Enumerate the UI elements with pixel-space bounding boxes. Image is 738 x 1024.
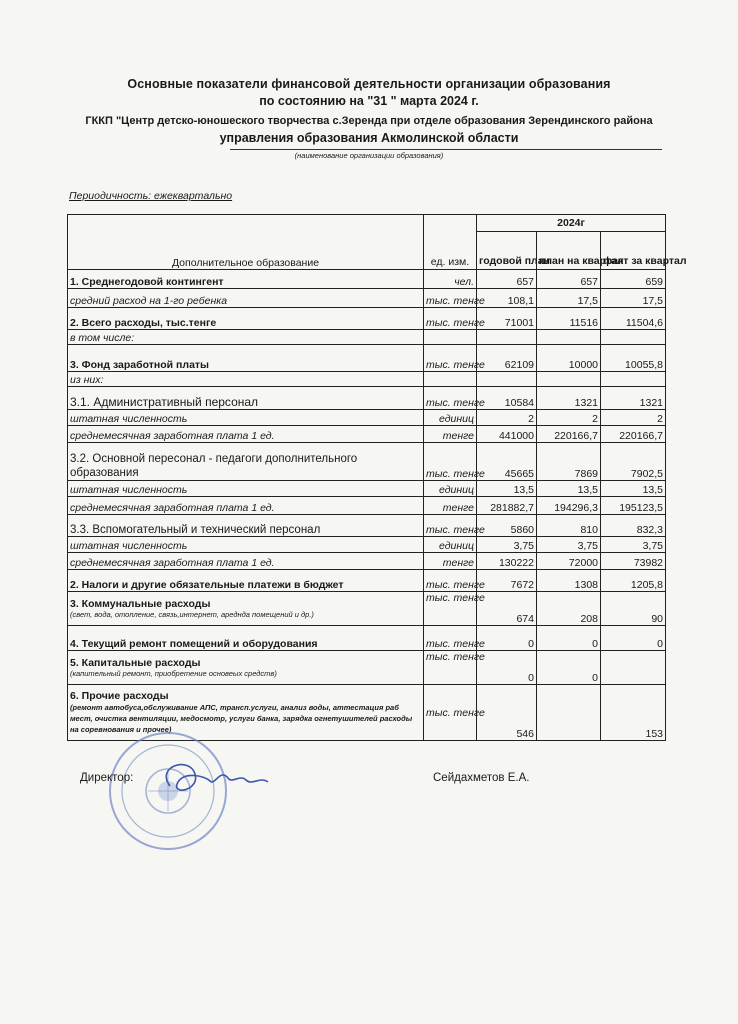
cell-plan-quarter: 7869 bbox=[537, 443, 601, 481]
cell-plan-quarter: 17,5 bbox=[537, 289, 601, 308]
cell-plan-year: 441000 bbox=[477, 426, 537, 443]
organization-department: управления образования Акмолинской области bbox=[219, 131, 519, 145]
row-unit: тыс. тенге bbox=[424, 626, 477, 651]
cell-fact-quarter: 10055,8 bbox=[601, 345, 666, 372]
row-label: 1. Среднегодовой контингент bbox=[68, 270, 424, 289]
row-label: 4. Текущий ремонт помещений и оборудования bbox=[68, 626, 424, 651]
row-unit: тыс. тенге bbox=[424, 651, 477, 685]
row-unit: тыс. тенге bbox=[424, 592, 477, 626]
row-label: средний расход на 1-го ребенка bbox=[68, 289, 424, 308]
table-row bbox=[68, 426, 666, 443]
row-label: 2. Всего расходы, тыс.тенге bbox=[68, 308, 424, 330]
organization-caption: (наименование организации образования) bbox=[294, 151, 444, 160]
cell-plan-year: 45665 bbox=[477, 443, 537, 481]
cell-plan-quarter: 220166,7 bbox=[537, 426, 601, 443]
row-label: штатная численность bbox=[68, 410, 424, 426]
cell-plan-quarter: 657 bbox=[537, 270, 601, 289]
row-label bbox=[68, 592, 424, 626]
cell-plan-year: 3,75 bbox=[477, 537, 537, 553]
table-row bbox=[68, 570, 666, 592]
row-label: 3.2. Основной пересонал - педагоги дополнительного образования bbox=[68, 443, 424, 481]
cell-plan-year: 546 bbox=[477, 685, 537, 741]
table-row bbox=[68, 270, 666, 289]
cell-fact-quarter: 17,5 bbox=[601, 289, 666, 308]
cell-fact-quarter: 832,3 bbox=[601, 515, 666, 537]
financial-indicators-table bbox=[67, 214, 687, 741]
cell-plan-quarter: 3,75 bbox=[537, 537, 601, 553]
periodicity-label: Периодичность: ежеквартально bbox=[69, 190, 233, 202]
row-unit: тыс. тенге bbox=[424, 443, 477, 481]
row-label: штатная численность bbox=[68, 537, 424, 553]
cell-fact-quarter bbox=[601, 651, 666, 685]
table-row bbox=[68, 345, 666, 372]
cell-plan-quarter: 194296,3 bbox=[537, 497, 601, 515]
row-note: (ремонт автобуса,обслуживание АПС, трансп.услуги, анализ воды, аттестация раб мест, очистка вентиляции, медосмотр, услуги банка, зарядка огнетушителей расходы на соревнования и прочее) bbox=[70, 703, 413, 734]
table-row bbox=[68, 651, 666, 685]
cell-plan-quarter bbox=[537, 685, 601, 741]
cell-plan-year: 13,5 bbox=[477, 481, 537, 497]
row-unit: единиц bbox=[424, 410, 477, 426]
cell-plan-quarter: 1308 bbox=[537, 570, 601, 592]
table-row bbox=[68, 497, 666, 515]
cell-fact-quarter: 13,5 bbox=[601, 481, 666, 497]
cell-fact-quarter: 2 bbox=[601, 410, 666, 426]
organization-name: ГККП "Центр детско-юношеского творчества с.Зерендa при отделе образования Зерендинского района bbox=[85, 115, 653, 127]
cell-fact-quarter: 220166,7 bbox=[601, 426, 666, 443]
row-label: из них: bbox=[68, 372, 424, 387]
row-unit: тыс. тенге bbox=[424, 308, 477, 330]
cell-plan-year: 674 bbox=[477, 592, 537, 626]
row-unit: тыс. тенге bbox=[424, 570, 477, 592]
row-title: 5. Капитальные расходы bbox=[70, 656, 201, 669]
org-name-underline bbox=[230, 149, 662, 150]
cell-plan-year: 108,1 bbox=[477, 289, 537, 308]
cell-fact-quarter: 0 bbox=[601, 626, 666, 651]
cell-plan-quarter: 1321 bbox=[537, 387, 601, 410]
row-label bbox=[68, 651, 424, 685]
row-unit: единиц bbox=[424, 481, 477, 497]
header-plan-quarter: план на квартал bbox=[537, 232, 601, 270]
header-year: 2024г bbox=[477, 215, 666, 232]
row-label: в том числе: bbox=[68, 330, 424, 345]
table-row bbox=[68, 626, 666, 651]
table-row bbox=[68, 553, 666, 570]
cell-fact-quarter: 1205,8 bbox=[601, 570, 666, 592]
director-label: Директор: bbox=[80, 772, 134, 784]
cell-plan-year: 71001 bbox=[477, 308, 537, 330]
table-row bbox=[68, 330, 666, 345]
row-unit: тенге bbox=[424, 553, 477, 570]
table-row bbox=[68, 372, 666, 387]
cell-plan-quarter: 2 bbox=[537, 410, 601, 426]
table-row bbox=[68, 410, 666, 426]
table-row bbox=[68, 592, 666, 626]
cell-plan-quarter: 0 bbox=[537, 626, 601, 651]
cell-plan-year: 657 bbox=[477, 270, 537, 289]
cell-fact-quarter: 659 bbox=[601, 270, 666, 289]
row-unit: тыс. тенге bbox=[424, 345, 477, 372]
cell-plan-year: 0 bbox=[477, 626, 537, 651]
header-name: Дополнительное образование bbox=[68, 215, 424, 270]
cell-fact-quarter: 195123,5 bbox=[601, 497, 666, 515]
cell-plan-quarter: 0 bbox=[537, 651, 601, 685]
row-label: среднемесячная заработная плата 1 ед. bbox=[68, 426, 424, 443]
row-label: 3.1. Административный персонал bbox=[68, 387, 424, 410]
director-name: Сейдахметов Е.А. bbox=[433, 772, 530, 784]
row-label: 2. Налоги и другие обязательные платежи в бюджет bbox=[68, 570, 424, 592]
cell-plan-year: 10584 bbox=[477, 387, 537, 410]
cell-plan-year: 7672 bbox=[477, 570, 537, 592]
row-unit: тенге bbox=[424, 497, 477, 515]
cell-fact-quarter: 153 bbox=[601, 685, 666, 741]
cell-plan-quarter: 208 bbox=[537, 592, 601, 626]
cell-plan-year: 2 bbox=[477, 410, 537, 426]
row-note: (свет, вода, отопление, связь,интернет, аредндa помещений и др.) bbox=[70, 609, 314, 619]
row-unit: тыс. тенге bbox=[424, 685, 477, 741]
row-label: 3.3. Вспомогательный и технический персонал bbox=[68, 515, 424, 537]
header-fact-quarter: факт за квартал bbox=[601, 232, 666, 270]
cell-plan-quarter: 11516 bbox=[537, 308, 601, 330]
table-row bbox=[68, 481, 666, 497]
row-title: 6. Прочие расходы bbox=[70, 690, 169, 702]
row-label: штатная численность bbox=[68, 481, 424, 497]
row-unit: тыс. тенге bbox=[424, 387, 477, 410]
cell-plan-year: 281882,7 bbox=[477, 497, 537, 515]
row-unit: чел. bbox=[424, 270, 477, 289]
table-row bbox=[68, 387, 666, 410]
table-row bbox=[68, 537, 666, 553]
header-unit: ед. изм. bbox=[424, 215, 477, 270]
director-signature bbox=[150, 756, 280, 806]
row-label: среднемесячная заработная плата 1 ед. bbox=[68, 553, 424, 570]
row-label: среднемесячная заработная плата 1 ед. bbox=[68, 497, 424, 515]
cell-plan-year: 0 bbox=[477, 651, 537, 685]
cell-fact-quarter: 1321 bbox=[601, 387, 666, 410]
cell-plan-year: 130222 bbox=[477, 553, 537, 570]
row-unit: тыс. тенге bbox=[424, 515, 477, 537]
header-plan-year: годовой план bbox=[477, 232, 537, 270]
cell-plan-quarter: 72000 bbox=[537, 553, 601, 570]
cell-fact-quarter: 90 bbox=[601, 592, 666, 626]
table-row bbox=[68, 289, 666, 308]
cell-plan-year: 62109 bbox=[477, 345, 537, 372]
table-row bbox=[68, 515, 666, 537]
row-unit: единиц bbox=[424, 537, 477, 553]
cell-plan-quarter: 10000 bbox=[537, 345, 601, 372]
cell-plan-year: 5860 bbox=[477, 515, 537, 537]
row-note: (капительный ремонт, приобретение основеых средств) bbox=[70, 668, 277, 678]
cell-fact-quarter: 7902,5 bbox=[601, 443, 666, 481]
row-unit: тыс. тенге bbox=[424, 289, 477, 308]
row-unit: тенге bbox=[424, 426, 477, 443]
cell-fact-quarter: 3,75 bbox=[601, 537, 666, 553]
cell-plan-quarter: 13,5 bbox=[537, 481, 601, 497]
table-row bbox=[68, 443, 666, 481]
cell-fact-quarter: 73982 bbox=[601, 553, 666, 570]
table-row bbox=[68, 308, 666, 330]
cell-fact-quarter: 11504,6 bbox=[601, 308, 666, 330]
cell-plan-quarter: 810 bbox=[537, 515, 601, 537]
report-title-line1: Основные показатели финансовой деятельности организации образования bbox=[127, 77, 611, 91]
row-title: 3. Коммунальные расходы bbox=[70, 597, 211, 610]
row-label: 3. Фонд заработной платы bbox=[68, 345, 424, 372]
report-title-line2: по состоянию на "31 " марта 2024 г. bbox=[259, 94, 479, 108]
